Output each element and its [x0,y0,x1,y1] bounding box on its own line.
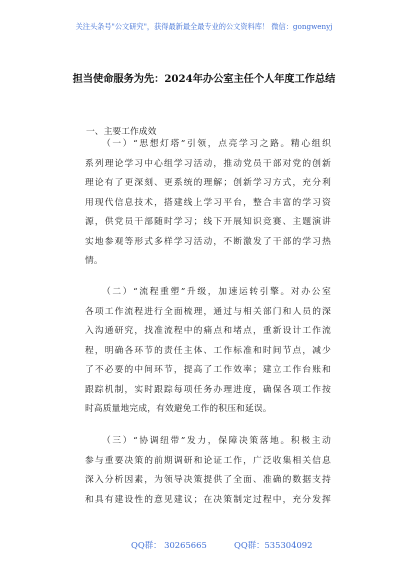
paragraph-line: （一）“思想灯塔”引领，点亮学习之路。精心组织 [102,139,331,149]
paragraph-line: 入沟通研究，找准流程中的痛点和堵点，重新设计工作流 [85,326,331,336]
paragraph-line: 各项工作流程进行全面梳理，通过与相关部门和人员的深 [85,306,331,317]
paragraph-line: 深入分析因素，为领导决策提供了全面、准确的数据支持 [85,475,331,485]
paragraph-line: （三）“协调纽带”发力，保障决策落地。积极主动 [102,436,331,446]
paragraph-line: 用现代信息技术，搭建线上学习平台，整合丰富的学习资 [85,197,331,208]
paragraph-line: 程，明确各环节的责任主体、工作标准和时间节点，减少 [85,345,331,356]
paragraph-line: 时高质量地完成，有效避免工作的积压和延误。 [85,404,272,414]
section-heading: 一、主要工作成效 [86,127,157,137]
paragraph-3 [85,432,331,510]
paragraph-1 [85,135,331,272]
paragraph-line: 参与重要决策的前期调研和论证工作，广泛收集相关信息 [85,455,331,466]
paragraph-line: 了不必要的中间环节，提高了工作效率；建立工作台账和 [85,365,331,375]
paragraph-line: 实地参观等形式多样学习活动，不断激发了干部的学习热 [85,236,331,247]
footer-qq-group-1: QQ群： 30265665 [131,540,207,550]
footer-qq-group-2: QQ群：535304092 [234,540,313,550]
paragraph-line: 和具有建设性的意见建议；在决策制定过程中，充分发挥 [85,494,331,505]
paragraph-line: 情。 [85,256,103,266]
document-title: 担当使命服务为先：2024年办公室主任个人年度工作总结 [72,73,336,85]
paragraph-line: （二）“流程重塑”升级，加速运转引擎。对办公室 [102,287,331,297]
paragraph-2 [85,283,331,420]
paragraph-line: 理论有了更深刻、更系统的理解；创新学习方式，充分利 [85,178,331,188]
paragraph-line: 跟踪机制，实时跟踪每项任务办理进度，确保各项工作按 [85,384,331,395]
paragraph-line: 源，供党员干部随时学习；线下开展知识竞赛、主题演讲 [85,217,331,227]
header-promo-note: 关注头条号"公文研究"，获得最新最全最专业的公文资料库！ 微信：gongwenyj [75,22,333,31]
paragraph-line: 系列理论学习中心组学习活动，推动党员干部对党的创新 [85,158,331,169]
